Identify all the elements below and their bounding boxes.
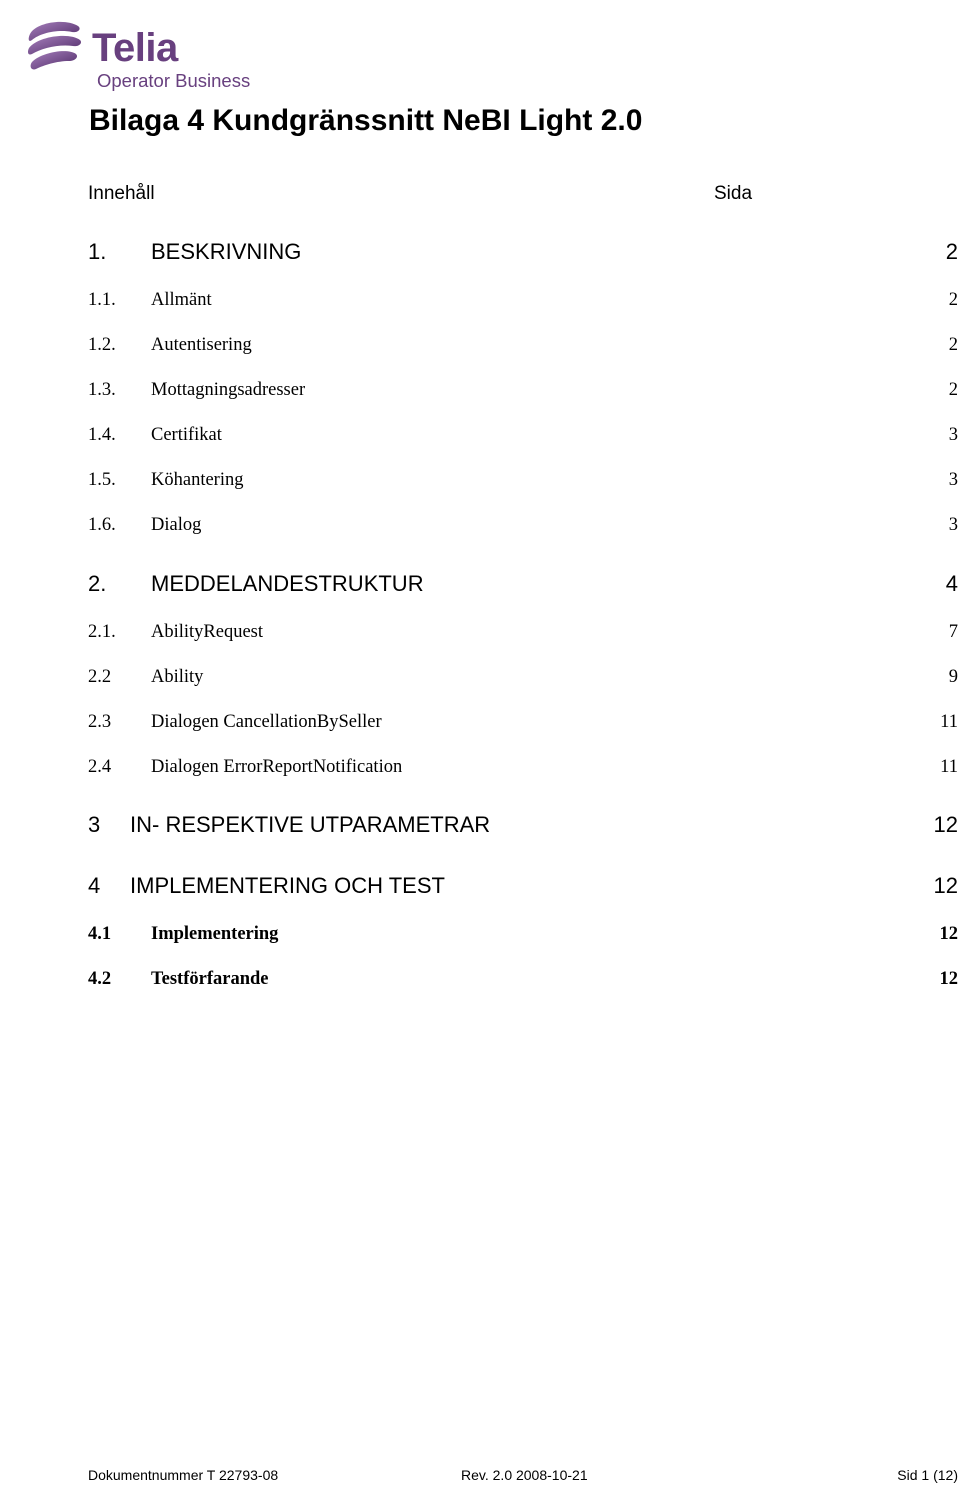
toc-entry-number: 1.6. <box>88 515 116 535</box>
toc-page-heading: Sida <box>714 183 753 204</box>
toc-entry-title: IN- RESPEKTIVE UTPARAMETRAR <box>130 812 491 837</box>
toc-entry-number: 2.3 <box>88 712 112 732</box>
telia-pebble-icon <box>26 16 84 76</box>
toc-entry-number: 4.2 <box>88 969 112 989</box>
toc-entry-page: 12 <box>939 924 958 944</box>
toc-entry-number: 3 <box>88 812 101 837</box>
toc-entry-2[interactable] <box>88 569 958 599</box>
toc-entry-4-1[interactable] <box>88 919 958 949</box>
toc-entry-title: Dialog <box>151 515 202 535</box>
toc-entry-title: Autentisering <box>151 335 252 355</box>
footer-page-number: Sid 1 (12) <box>897 1467 958 1483</box>
toc-entry-page: 2 <box>945 239 958 264</box>
toc-entry-2-1[interactable] <box>88 617 958 647</box>
toc-entry-1-5[interactable] <box>88 465 958 495</box>
toc-entry-1-2[interactable] <box>88 330 958 360</box>
toc-entry-number: 1.3. <box>88 380 116 400</box>
toc-entry-page: 3 <box>948 470 958 490</box>
toc-entry-2-2[interactable] <box>88 662 958 692</box>
toc-entry-page: 9 <box>948 667 958 687</box>
toc-entry-title: Testförfarande <box>151 969 269 989</box>
toc-entry-title: Certifikat <box>151 425 222 445</box>
toc-entry-page: 3 <box>948 515 958 535</box>
toc-entry-page: 2 <box>948 335 958 355</box>
toc-entry-4[interactable] <box>88 871 958 901</box>
toc-entry-page: 12 <box>933 873 958 898</box>
toc-entry-title: Dialogen ErrorReportNotification <box>151 757 403 777</box>
footer-revision: Rev. 2.0 2008-10-21 <box>461 1467 588 1483</box>
toc-entry-1-4[interactable] <box>88 420 958 450</box>
toc-entry-number: 2.1. <box>88 622 116 642</box>
toc-entry-page: 2 <box>948 380 958 400</box>
toc-entry-1-1[interactable] <box>88 285 958 315</box>
toc-entry-title: BESKRIVNING <box>151 239 302 264</box>
toc-entry-number: 2.2 <box>88 667 112 687</box>
toc-entry-page: 12 <box>933 812 958 837</box>
toc-entry-title: MEDDELANDESTRUKTUR <box>151 571 424 596</box>
toc-entry-number: 2. <box>88 571 107 596</box>
footer-document-number: Dokumentnummer T 22793-08 <box>88 1467 279 1483</box>
toc-entry-title: Mottagningsadresser <box>151 380 306 400</box>
logo-tagline: Operator Business <box>97 70 251 91</box>
toc-entry-1-6[interactable] <box>88 510 958 540</box>
toc-entry-title: Implementering <box>151 924 279 944</box>
toc-entry-title: Ability <box>151 667 204 687</box>
toc-entry-page: 11 <box>940 712 958 732</box>
toc-entry-title: Allmänt <box>151 290 212 310</box>
toc-entry-page: 2 <box>948 290 958 310</box>
toc-entry-number: 2.4 <box>88 757 112 777</box>
toc-entry-1-3[interactable] <box>88 375 958 405</box>
logo-brand-name: Telia <box>92 26 178 70</box>
telia-logo <box>0 0 280 105</box>
toc-entry-page: 3 <box>948 425 958 445</box>
toc-entry-3[interactable] <box>88 810 958 840</box>
toc-entry-page: 4 <box>945 571 958 596</box>
toc-entry-2-4[interactable] <box>88 752 958 782</box>
toc-entry-title: Köhantering <box>151 470 244 490</box>
toc-entry-1[interactable] <box>88 237 958 267</box>
toc-entry-page: 12 <box>939 969 958 989</box>
toc-entry-title: Dialogen CancellationBySeller <box>151 712 382 732</box>
document-title: Bilaga 4 Kundgränssnitt NeBI Light 2.0 <box>89 104 643 137</box>
toc-entry-number: 4.1 <box>88 924 112 944</box>
toc-entry-number: 1.5. <box>88 470 116 490</box>
toc-entry-number: 4 <box>88 873 101 898</box>
toc-entry-2-3[interactable] <box>88 707 958 737</box>
toc-entry-title: IMPLEMENTERING OCH TEST <box>130 873 445 898</box>
toc-entry-number: 1.2. <box>88 335 116 355</box>
toc-entry-number: 1. <box>88 239 107 264</box>
toc-entry-number: 1.1. <box>88 290 116 310</box>
toc-entry-page: 7 <box>948 622 958 642</box>
toc-entry-number: 1.4. <box>88 425 116 445</box>
toc-entry-page: 11 <box>940 757 958 777</box>
toc-entry-title: AbilityRequest <box>151 622 264 642</box>
toc-entry-4-2[interactable] <box>88 964 958 994</box>
toc-heading: Innehåll <box>88 183 155 204</box>
